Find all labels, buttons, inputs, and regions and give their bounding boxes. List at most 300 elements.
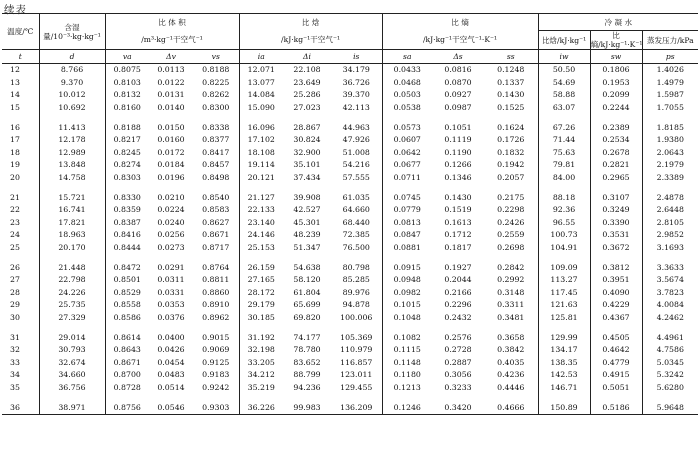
cell-di: 88.799 <box>293 370 321 380</box>
cell-ps: 1.5987 <box>642 89 698 102</box>
cell-va: 0.8529 <box>105 287 149 300</box>
header-temp: 温度/℃ <box>2 14 39 50</box>
cell-ps: 5.3242 <box>642 369 698 382</box>
cell-ps: 4.4961 <box>642 331 698 344</box>
spacer-cell <box>283 394 331 401</box>
symbol-is: is <box>331 50 382 64</box>
cell-sw: 0.2821 <box>590 159 642 172</box>
cell-ia: 33.205 <box>239 356 283 369</box>
spacer-cell <box>432 184 484 191</box>
cell-is: 100.006 <box>340 312 373 322</box>
table-row <box>2 356 698 369</box>
table-row <box>2 159 698 172</box>
symbol-sa: sa <box>382 50 432 64</box>
cell-ds: 0.0987 <box>444 103 472 113</box>
cell-di: 48.239 <box>293 230 321 240</box>
row-spacer <box>2 184 698 191</box>
cell-ds: 0.2432 <box>444 312 472 322</box>
cell-sa: 0.1180 <box>382 369 432 382</box>
cell-ps: 4.0084 <box>642 299 698 312</box>
cell-is: 85.285 <box>342 275 370 285</box>
spacer-cell <box>382 394 432 401</box>
cell-t: 13 <box>10 77 20 87</box>
cell-va: 0.8416 <box>105 229 149 242</box>
spacer-cell <box>2 184 39 191</box>
cell-sw: 0.1953 <box>590 77 642 90</box>
cell-iw: 54.69 <box>538 77 590 90</box>
cell-sa: 0.1148 <box>382 356 432 369</box>
cell-vs: 0.8764 <box>202 262 230 272</box>
cell-ia: 18.108 <box>239 147 283 160</box>
cell-ps: 3.5674 <box>642 274 698 287</box>
cell-va: 0.8387 <box>105 217 149 230</box>
cell-d: 36.756 <box>39 382 105 395</box>
cell-va: 0.8614 <box>105 331 149 344</box>
cell-sa: 0.1082 <box>382 331 432 344</box>
cell-vs: 0.8417 <box>202 147 230 157</box>
cell-d: 12.989 <box>39 147 105 160</box>
cell-sw: 0.3672 <box>590 242 642 255</box>
cell-sa: 0.1213 <box>382 382 432 395</box>
spacer-cell <box>642 324 698 331</box>
cell-t: 28 <box>10 287 20 297</box>
cell-ps: 1.9380 <box>642 134 698 147</box>
header-entropy-group: 比 熵 <box>382 14 538 31</box>
cell-d: 15.721 <box>39 191 105 204</box>
cell-ds: 0.0870 <box>444 77 472 87</box>
cell-sa: 0.0711 <box>382 172 432 185</box>
cell-ds: 0.1119 <box>444 135 472 145</box>
cell-vs: 0.8300 <box>202 103 230 113</box>
cell-is: 116.857 <box>340 357 373 367</box>
cell-di: 37.434 <box>293 173 321 183</box>
cell-t: 34 <box>10 370 20 380</box>
cell-iw: 125.81 <box>538 312 590 325</box>
cell-ps: 2.0643 <box>642 147 698 160</box>
cell-ds: 0.2044 <box>444 275 472 285</box>
cell-iw: 113.27 <box>538 274 590 287</box>
cell-dv: 0.0331 <box>157 287 185 297</box>
cell-ds: 0.1190 <box>444 147 472 157</box>
cell-ps: 2.8105 <box>642 217 698 230</box>
cell-iw: 117.45 <box>538 287 590 300</box>
cell-sw: 0.3249 <box>590 204 642 217</box>
cell-va: 0.8075 <box>105 64 149 77</box>
table-row <box>2 369 698 382</box>
cell-ia: 17.102 <box>239 134 283 147</box>
cell-ps: 2.9852 <box>642 229 698 242</box>
symbol-ds: Δs <box>432 50 484 64</box>
cell-ss: 0.3481 <box>497 312 525 322</box>
cell-vs: 0.8811 <box>202 275 230 285</box>
cell-ss: 0.2992 <box>497 275 525 285</box>
cell-ds: 0.2887 <box>444 357 472 367</box>
cell-ia: 27.165 <box>239 274 283 287</box>
cell-dv: 0.0353 <box>157 300 185 310</box>
cell-ds: 0.2296 <box>444 300 472 310</box>
cell-ia: 14.084 <box>239 89 283 102</box>
cell-is: 80.798 <box>342 262 370 272</box>
spacer-cell <box>538 324 590 331</box>
row-spacer <box>2 114 698 121</box>
spacer-cell <box>331 254 382 261</box>
spacer-cell <box>484 254 538 261</box>
cell-vs: 0.9125 <box>202 357 230 367</box>
cell-t: 25 <box>10 243 20 253</box>
cell-ia: 19.114 <box>239 159 283 172</box>
cell-sw: 0.3531 <box>590 229 642 242</box>
spacer-cell <box>193 324 239 331</box>
cell-ps: 1.4979 <box>642 77 698 90</box>
cell-sa: 0.0642 <box>382 147 432 160</box>
spacer-cell <box>590 394 642 401</box>
cell-is: 57.555 <box>342 173 370 183</box>
cell-iw: 58.88 <box>538 89 590 102</box>
table-row <box>2 261 698 274</box>
cell-d: 16.741 <box>39 204 105 217</box>
cell-ss: 0.4236 <box>497 370 525 380</box>
cell-iw: 92.36 <box>538 204 590 217</box>
cell-di: 94.236 <box>293 382 321 392</box>
cell-ss: 0.2698 <box>497 243 525 253</box>
cell-t: 31 <box>10 332 20 342</box>
cell-is: 129.455 <box>340 382 373 392</box>
cell-is: 34.179 <box>342 65 370 75</box>
cell-iw: 100.73 <box>538 229 590 242</box>
header-volume-group: 比 体 积 <box>105 14 239 31</box>
spacer-cell <box>590 114 642 121</box>
cell-dv: 0.0240 <box>157 217 185 227</box>
cell-ps: 2.6448 <box>642 204 698 217</box>
cell-di: 78.780 <box>293 345 321 355</box>
cell-is: 42.113 <box>342 103 370 113</box>
spacer-cell <box>538 184 590 191</box>
cell-sa: 0.0847 <box>382 229 432 242</box>
cell-t: 18 <box>10 147 20 157</box>
spacer-cell <box>149 394 193 401</box>
cell-sw: 0.5186 <box>590 401 642 414</box>
cell-sw: 0.3951 <box>590 274 642 287</box>
cell-is: 105.369 <box>340 332 373 342</box>
cell-iw: 75.63 <box>538 147 590 160</box>
cell-dv: 0.0196 <box>157 173 185 183</box>
cell-sw: 0.3107 <box>590 191 642 204</box>
cell-ds: 0.1430 <box>444 192 472 202</box>
symbol-ps: ps <box>642 50 698 64</box>
cell-t: 16 <box>10 122 20 132</box>
cell-iw: 134.17 <box>538 344 590 357</box>
cell-is: 76.500 <box>342 243 370 253</box>
cell-ss: 0.3842 <box>497 345 525 355</box>
cell-d: 11.413 <box>39 121 105 134</box>
cell-dv: 0.0172 <box>157 147 185 157</box>
cell-sa: 0.0503 <box>382 89 432 102</box>
spacer-cell <box>484 324 538 331</box>
header-entropy-unit: /kJ·kg⁻¹干空气⁻¹·K⁻¹ <box>382 31 538 50</box>
spacer-cell <box>484 114 538 121</box>
spacer-cell <box>432 254 484 261</box>
cell-ps: 5.0345 <box>642 356 698 369</box>
spacer-cell <box>193 184 239 191</box>
cell-dv: 0.0426 <box>157 345 185 355</box>
cell-d: 30.793 <box>39 344 105 357</box>
cell-dv: 0.0514 <box>157 382 185 392</box>
cell-d: 10.012 <box>39 89 105 102</box>
cell-sw: 0.3390 <box>590 217 642 230</box>
cell-vs: 0.8188 <box>202 65 230 75</box>
spacer-cell <box>590 184 642 191</box>
spacer-cell <box>39 324 105 331</box>
cell-ps: 2.1979 <box>642 159 698 172</box>
cell-ps: 3.7823 <box>642 287 698 300</box>
cell-ds: 0.2166 <box>444 287 472 297</box>
cell-di: 69.820 <box>293 312 321 322</box>
spacer-cell <box>331 324 382 331</box>
spacer-cell <box>2 254 39 261</box>
table-row <box>2 191 698 204</box>
spacer-cell <box>105 114 149 121</box>
row-spacer <box>2 394 698 401</box>
cell-ps: 4.2462 <box>642 312 698 325</box>
cell-di: 25.286 <box>293 90 321 100</box>
cell-sa: 0.1115 <box>382 344 432 357</box>
spacer-cell <box>149 324 193 331</box>
row-spacer <box>2 324 698 331</box>
spacer-cell <box>382 324 432 331</box>
cell-ss: 0.2842 <box>497 262 525 272</box>
spacer-cell <box>105 394 149 401</box>
cell-ds: 0.1712 <box>444 230 472 240</box>
table-row <box>2 204 698 217</box>
spacer-cell <box>590 254 642 261</box>
cell-va: 0.8671 <box>105 356 149 369</box>
cell-ps: 2.3389 <box>642 172 698 185</box>
psychrometric-table <box>2 13 698 415</box>
cell-ss: 0.3311 <box>497 300 525 310</box>
cell-vs: 0.8225 <box>202 77 230 87</box>
cell-di: 30.824 <box>293 135 321 145</box>
cell-vs: 0.8457 <box>202 160 230 170</box>
cell-is: 54.216 <box>342 160 370 170</box>
cell-dv: 0.0311 <box>157 275 185 285</box>
cell-va: 0.8217 <box>105 134 149 147</box>
spacer-cell <box>642 114 698 121</box>
table-row <box>2 242 698 255</box>
cell-di: 42.527 <box>293 205 321 215</box>
cell-is: 68.440 <box>342 217 370 227</box>
cell-sw: 0.2678 <box>590 147 642 160</box>
spacer-cell <box>331 114 382 121</box>
cell-di: 28.867 <box>293 122 321 132</box>
cell-t: 19 <box>10 160 20 170</box>
cell-sw: 0.4229 <box>590 299 642 312</box>
cell-sw: 0.2965 <box>590 172 642 185</box>
spacer-cell <box>239 114 283 121</box>
cell-sw: 0.2099 <box>590 89 642 102</box>
cell-di: 61.804 <box>293 287 321 297</box>
cell-ss: 0.3658 <box>497 332 525 342</box>
cell-sa: 0.0915 <box>382 261 432 274</box>
cell-ia: 26.159 <box>239 261 283 274</box>
table-row <box>2 274 698 287</box>
cell-is: 110.979 <box>340 345 373 355</box>
cell-dv: 0.0113 <box>157 65 185 75</box>
cell-sa: 0.0538 <box>382 102 432 115</box>
cell-va: 0.8188 <box>105 121 149 134</box>
table-row <box>2 344 698 357</box>
spacer-cell <box>39 394 105 401</box>
cell-ds: 0.1613 <box>444 217 472 227</box>
cell-ia: 30.185 <box>239 312 283 325</box>
cell-va: 0.8444 <box>105 242 149 255</box>
cell-iw: 121.63 <box>538 299 590 312</box>
cell-vs: 0.8377 <box>202 135 230 145</box>
spacer-cell <box>2 324 39 331</box>
spacer-cell <box>283 324 331 331</box>
cell-ds: 0.1051 <box>444 122 472 132</box>
cell-ia: 28.172 <box>239 287 283 300</box>
header-water-entropy: 比熵/kJ·kg⁻¹·K⁻¹ <box>590 31 643 49</box>
cell-is: 61.035 <box>342 192 370 202</box>
cell-t: 30 <box>10 312 20 322</box>
cell-d: 21.448 <box>39 261 105 274</box>
cell-ds: 0.3420 <box>432 401 484 414</box>
cell-di: 74.177 <box>293 332 321 342</box>
cell-iw: 138.35 <box>538 356 590 369</box>
cell-va: 0.8160 <box>105 102 149 115</box>
cell-is: 64.660 <box>342 205 370 215</box>
cell-vs: 0.8671 <box>202 230 230 240</box>
spacer-cell <box>149 254 193 261</box>
cell-ia: 24.146 <box>239 229 283 242</box>
cell-ia: 22.133 <box>239 204 283 217</box>
cell-vs: 0.8498 <box>202 173 230 183</box>
cell-t: 15 <box>10 103 20 113</box>
cell-di: 27.023 <box>293 103 321 113</box>
header-volume-unit: /m³·kg⁻¹干空气⁻¹ <box>105 31 239 50</box>
cell-ss: 0.2426 <box>497 217 525 227</box>
cell-sa: 0.1048 <box>382 312 432 325</box>
cell-dv: 0.0122 <box>157 77 185 87</box>
cell-iw: 50.50 <box>538 64 590 77</box>
row-spacer <box>2 254 698 261</box>
cell-ia: 34.212 <box>239 369 283 382</box>
cell-t: 24 <box>10 230 20 240</box>
cell-vs: 0.9242 <box>202 382 230 392</box>
spacer-cell <box>239 184 283 191</box>
cell-t: 23 <box>10 217 20 227</box>
cell-iw: 96.55 <box>538 217 590 230</box>
cell-di: 22.108 <box>293 65 321 75</box>
cell-is: 39.370 <box>342 90 370 100</box>
cell-di: 39.908 <box>293 192 321 202</box>
cell-di: 23.649 <box>293 77 321 87</box>
cell-sa: 0.0468 <box>382 77 432 90</box>
cell-t: 27 <box>10 275 20 285</box>
cell-ss: 0.2298 <box>497 205 525 215</box>
cell-ss: 0.4035 <box>497 357 525 367</box>
cell-d: 13.848 <box>39 159 105 172</box>
cell-d: 22.798 <box>39 274 105 287</box>
cell-vs: 0.8962 <box>202 312 230 322</box>
cell-va: 0.8700 <box>105 369 149 382</box>
cell-ds: 0.2576 <box>444 332 472 342</box>
table-row <box>2 102 698 115</box>
cell-is: 47.926 <box>342 135 370 145</box>
cell-ss: 0.1430 <box>497 90 525 100</box>
cell-ps: 4.7586 <box>642 344 698 357</box>
cell-t: 17 <box>10 135 20 145</box>
cell-di: 99.983 <box>283 401 331 414</box>
cell-ia: 12.071 <box>239 64 283 77</box>
cell-ds: 0.3056 <box>444 370 472 380</box>
cell-is: 51.008 <box>342 147 370 157</box>
spacer-cell <box>105 254 149 261</box>
spacer-cell <box>642 184 698 191</box>
cell-dv: 0.0210 <box>157 192 185 202</box>
cell-iw: 150.89 <box>538 401 590 414</box>
spacer-cell <box>642 254 698 261</box>
cell-ia: 16.096 <box>239 121 283 134</box>
cell-sw: 0.2389 <box>590 121 642 134</box>
cell-di: 45.301 <box>293 217 321 227</box>
cell-dv: 0.0184 <box>157 160 185 170</box>
cell-dv: 0.0150 <box>157 122 185 132</box>
spacer-cell <box>149 184 193 191</box>
table-row <box>2 121 698 134</box>
cell-vs: 0.8540 <box>202 192 230 202</box>
cell-ia: 29.179 <box>239 299 283 312</box>
cell-iw: 142.53 <box>538 369 590 382</box>
cell-sa: 0.0573 <box>382 121 432 134</box>
cell-va: 0.8274 <box>105 159 149 172</box>
spacer-cell <box>538 394 590 401</box>
spacer-cell <box>432 394 484 401</box>
cell-ss: 0.1337 <box>497 77 525 87</box>
cell-ds: 0.0816 <box>444 65 472 75</box>
cell-t: 22 <box>10 205 20 215</box>
cell-vs: 0.9183 <box>202 370 230 380</box>
cell-ds: 0.1346 <box>444 173 472 183</box>
spacer-cell <box>382 114 432 121</box>
cell-va: 0.8303 <box>105 172 149 185</box>
cell-t: 36 <box>2 401 39 414</box>
cell-va: 0.8501 <box>105 274 149 287</box>
cell-sw: 0.4090 <box>590 287 642 300</box>
spacer-cell <box>331 184 382 191</box>
symbol-d: d <box>39 50 105 64</box>
cell-d: 10.692 <box>39 102 105 115</box>
spacer-cell <box>239 394 283 401</box>
cell-ps: 1.8185 <box>642 121 698 134</box>
cell-ps: 5.6280 <box>642 382 698 395</box>
header-moisture: 含湿量/10⁻³·kg·kg⁻¹ <box>39 14 105 50</box>
table-row <box>2 312 698 325</box>
cell-ia: 13.077 <box>239 77 283 90</box>
cell-sw: 0.4642 <box>590 344 642 357</box>
cell-vs: 0.8860 <box>202 287 230 297</box>
header-vapor-pressure: 蒸发压力/kPa <box>642 31 698 50</box>
cell-sw: 0.2534 <box>590 134 642 147</box>
spacer-cell <box>105 324 149 331</box>
cell-ps: 5.9648 <box>642 401 698 414</box>
spacer-cell <box>2 394 39 401</box>
cell-is: 44.963 <box>342 122 370 132</box>
cell-is: 36.726 <box>342 77 370 87</box>
table-row <box>2 172 698 185</box>
cell-dv: 0.0483 <box>157 370 185 380</box>
cell-d: 38.971 <box>39 401 105 414</box>
